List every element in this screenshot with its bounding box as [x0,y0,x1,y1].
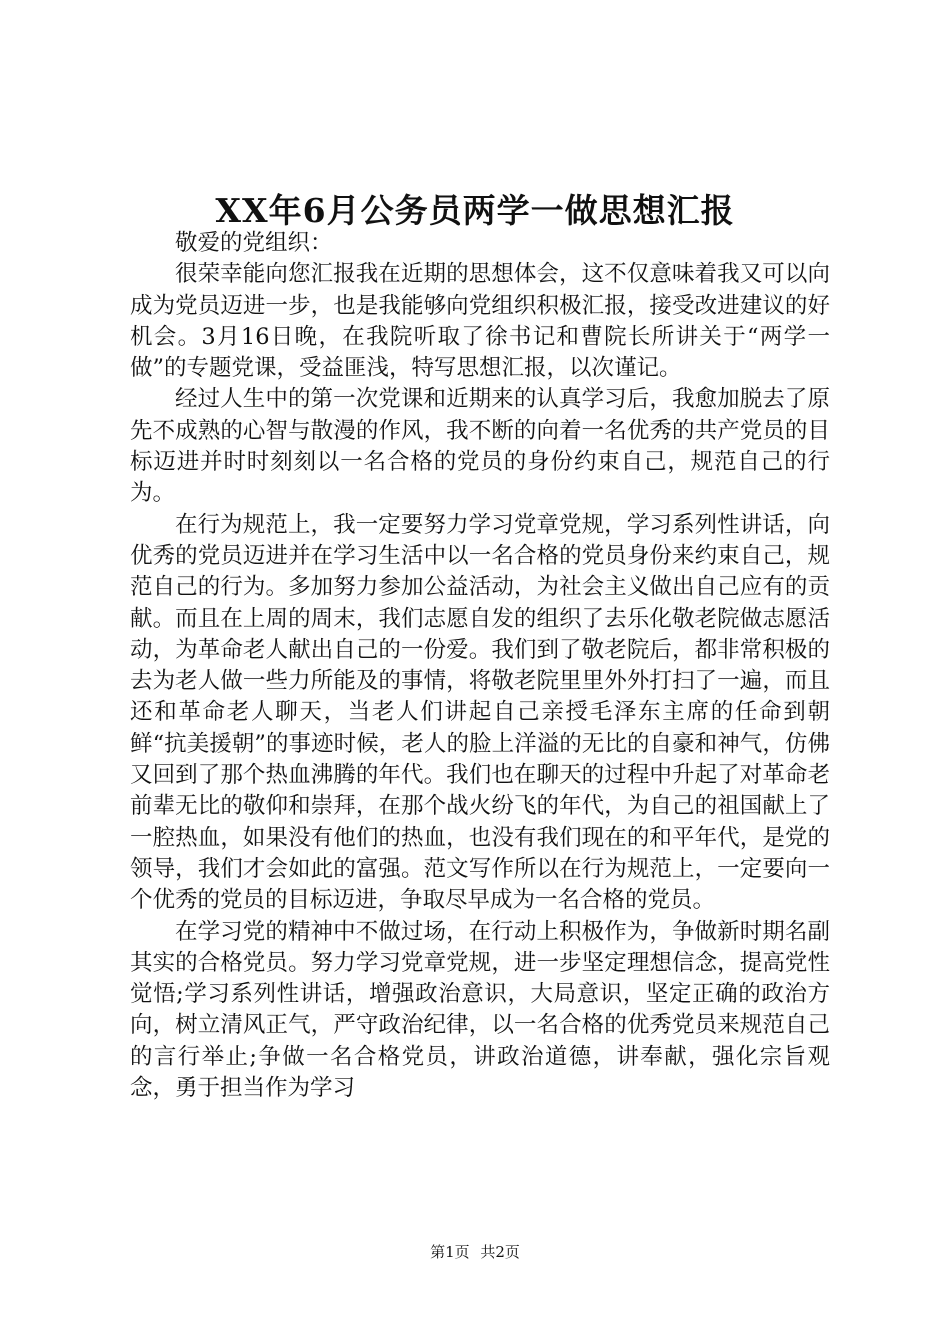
body-paragraph-4: 在学习党的精神中不做过场，在行动上积极作为，争做新时期名副其实的合格党员。努力学习党章党规，进一步坚定理想信念，提高党性觉悟;学习系列性讲话，增强政治意识，大局意识，坚定正确的政治方向，树立清风正气，严守政治纪律，以一名合格的优秀党员来规范自己的言行举止;争做一名合格党员，讲政治道德，讲奉献，强化宗旨观念，勇于担当作为学习 [130,918,830,1102]
page-number-total: 共2页 [480,1243,520,1261]
page-footer [0,1242,950,1262]
body-paragraph-2: 经过人生中的第一次党课和近期来的认真学习后，我愈加脱去了原先不成熟的心智与散漫的作风，我不断的向着一名优秀的共产党员的目标迈进并时时刻刻以一名合格的党员的身份约束自己，规范自己的行为。 [130,386,830,507]
document-body [130,228,830,1104]
body-paragraph-3: 在行为规范上，我一定要努力学习党章党规，学习系列性讲话，向优秀的党员迈进并在学习生活中以一名合格的党员身份来约束自己，规范自己的行为。多加努力参加公益活动，为社会主义做出自己应有的贡献。而且在上周的周末，我们志愿自发的组织了去乐化敬老院做志愿活动，为革命老人献出自己的一份爱。我们到了敬老院后，都非常积极的去为老人做一些力所能及的事情，将敬老院里里外外打扫了一遍，而且还和革命老人聊天，当老人们讲起自己亲授毛泽东主席的任命到朝鲜“抗美援朝”的事迹时候，老人的脸上洋溢的无比的自豪和神气，仿佛又回到了那个热血沸腾的年代。我们也在聊天的过程中升起了对革命老前辈无比的敬仰和崇拜，在那个战火纷飞的年代，为自己的祖国献上了一腔热血，如果没有他们的热血，也没有我们现在的和平年代，是党的领导，我们才会如此的富强。范文写作所以在行为规范上，一定要向一个优秀的党员的目标迈进，争取尽早成为一名合格的党员。 [130,511,830,914]
body-paragraph-1: 很荣幸能向您汇报我在近期的思想体会，这不仅意味着我又可以向成为党员迈进一步，也是我能够向党组织积极汇报，接受改进建议的好机会。3月16日晚，在我院听取了徐书记和曹院长所讲关于“两学一做”的专题党课，受益匪浅，特写思想汇报，以次谨记。 [130,261,830,382]
salutation-paragraph: 敬爱的党组织： [175,230,333,256]
page-number-current: 第1页 [430,1243,470,1261]
document-title: XX年6月公务员两学一做思想汇报 [215,191,735,230]
